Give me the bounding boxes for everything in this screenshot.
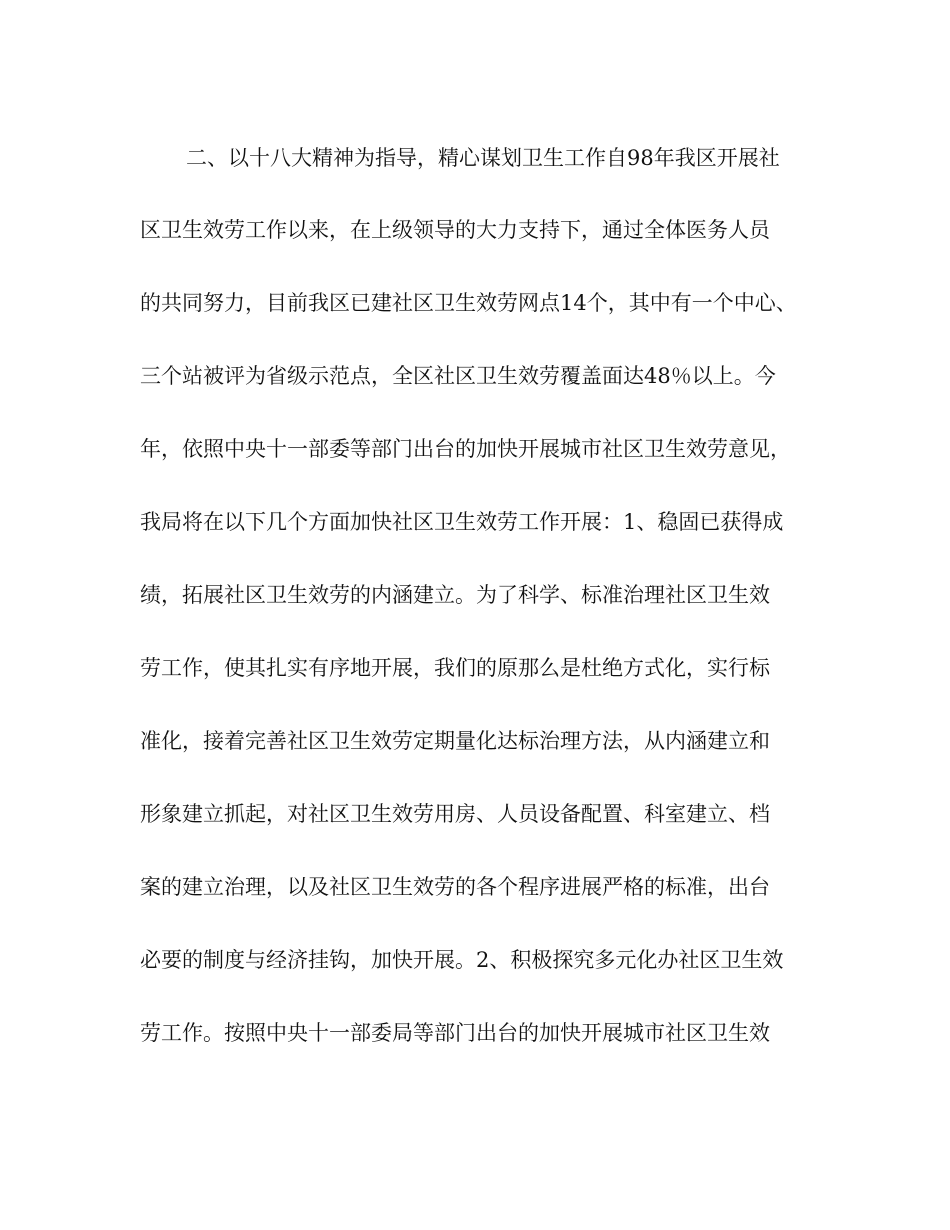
text-line: 区卫生效劳工作以来，在上级领导的大力支持下，通过全体医务人员 [140,218,770,242]
text-line: 我局将在以下几个方面加快社区卫生效劳工作开展：1、稳固已获得成 [140,510,784,534]
text-line: 案的建立治理，以及社区卫生效劳的各个程序进展严格的标准，出台 [140,875,770,899]
text-line: 绩，拓展社区卫生效劳的内涵建立。为了科学、标准治理社区卫生效 [140,583,770,607]
text-line: 二、以十八大精神为指导，精心谋划卫生工作自98年我区开展社 [186,146,780,170]
text-line: 劳工作。按照中央十一部委局等部门出台的加快开展城市社区卫生效 [140,1021,770,1045]
text-line: 三个站被评为省级示范点，全区社区卫生效劳覆盖面达48％以上。今 [140,364,776,388]
text-line: 形象建立抓起，对社区卫生效劳用房、人员设备配置、科室建立、档 [140,802,770,826]
text-line: 必要的制度与经济挂钩，加快开展。2、积极探究多元化办社区卫生效 [140,948,784,972]
text-line: 劳工作，使其扎实有序地开展，我们的原那么是杜绝方式化，实行标 [140,656,770,680]
text-line: 年，依照中央十一部委等部门出台的加快开展城市社区卫生效劳意见， [140,437,791,461]
text-line: 准化，接着完善社区卫生效劳定期量化达标治理方法，从内涵建立和 [140,729,770,753]
text-line: 的共同努力，目前我区已建社区卫生效劳网点14个，其中有一个中心、 [140,291,797,315]
